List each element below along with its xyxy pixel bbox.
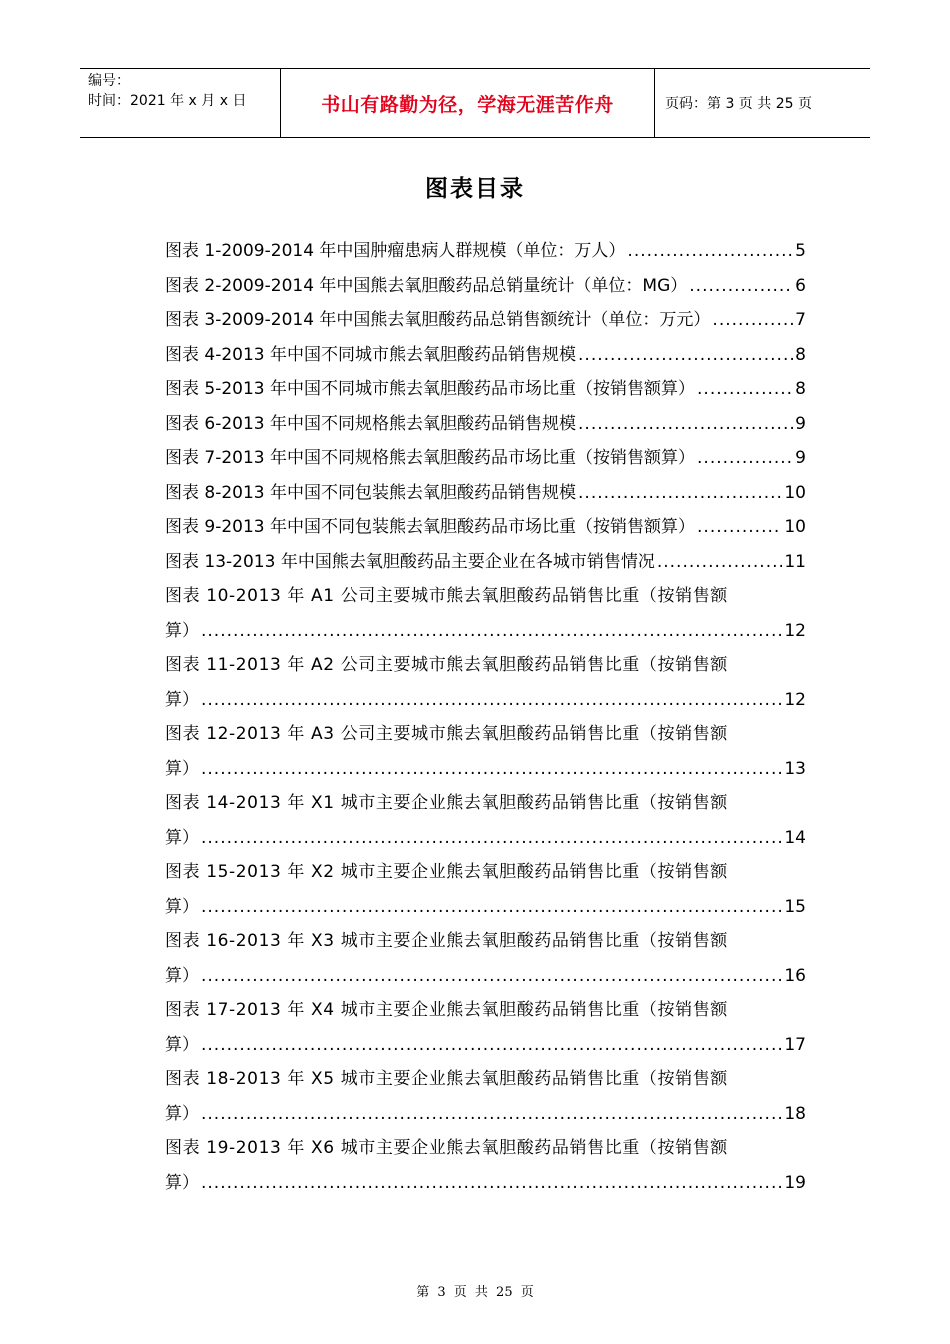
toc-entry-page: 8 <box>795 344 806 365</box>
toc-entry-title: 图表 3-2009-2014 年中国熊去氧胆酸药品总销售额统计（单位：万元） <box>165 310 711 330</box>
dot-leader <box>697 510 782 545</box>
dot-leader <box>201 614 782 649</box>
toc-entry-page: 10 <box>784 482 806 503</box>
dot-leader <box>201 752 782 787</box>
toc-entry-page: 11 <box>784 551 806 572</box>
dot-leader <box>578 476 782 511</box>
dot-leader <box>697 441 793 476</box>
table-of-figures <box>165 234 806 1200</box>
dot-leader <box>627 234 793 269</box>
toc-entry[interactable] <box>165 441 806 476</box>
toc-entry-page: 12 <box>784 620 806 641</box>
toc-entry-title: 图表 1-2009-2014 年中国肿瘤患病人群规模（单位：万人） <box>165 241 626 261</box>
toc-entry[interactable] <box>165 924 806 993</box>
toc-entry-page: 16 <box>784 965 806 986</box>
toc-entry-title: 算） <box>165 896 199 917</box>
toc-entry-title: 图表 13-2013 年中国熊去氧胆酸药品主要企业在各城市销售情况 <box>165 551 655 572</box>
toc-entry-page: 19 <box>784 1172 806 1193</box>
header-motto: 书山有路勤为径，学海无涯苦作舟 <box>280 69 655 137</box>
toc-entry[interactable] <box>165 545 806 580</box>
number-label: 编号： <box>88 73 130 89</box>
toc-entry-title: 图表 5-2013 年中国不同城市熊去氧胆酸药品市场比重（按销售额算） <box>165 379 696 399</box>
toc-entry-title: 图表 10-2013 年 A1 公司主要城市熊去氧胆酸药品销售比重（按销售额 <box>165 586 728 606</box>
toc-entry-page: 7 <box>795 310 806 330</box>
toc-entry-page: 5 <box>795 241 806 261</box>
toc-entry-page: 10 <box>784 517 806 537</box>
toc-entry-title: 算） <box>165 689 199 710</box>
toc-entry[interactable] <box>165 1131 806 1200</box>
toc-entry[interactable] <box>165 717 806 786</box>
dot-leader <box>201 890 782 925</box>
dot-leader <box>712 303 793 338</box>
toc-entry-page: 18 <box>784 1103 806 1124</box>
dot-leader <box>689 269 793 304</box>
toc-entry-title: 图表 17-2013 年 X4 城市主要企业熊去氧胆酸药品销售比重（按销售额 <box>165 1000 728 1020</box>
toc-entry-title: 算） <box>165 965 199 986</box>
page-title: 图表目录 <box>425 176 525 202</box>
toc-entry-page: 6 <box>795 275 806 296</box>
toc-entry-title: 算） <box>165 1034 199 1055</box>
header-page-info: 页码：第 3 页 共 25 页 <box>665 96 812 112</box>
dot-leader <box>657 545 783 580</box>
toc-entry-title: 算） <box>165 827 199 848</box>
dot-leader <box>578 407 793 442</box>
toc-entry-title: 图表 2-2009-2014 年中国熊去氧胆酸药品总销量统计（单位：MG） <box>165 275 688 296</box>
dot-leader <box>201 683 782 718</box>
toc-entry-page: 9 <box>795 448 806 468</box>
toc-entry[interactable] <box>165 234 806 269</box>
toc-entry-page: 13 <box>784 758 806 779</box>
dot-leader <box>578 338 793 373</box>
toc-entry-title: 图表 4-2013 年中国不同城市熊去氧胆酸药品销售规模 <box>165 344 577 365</box>
dot-leader <box>201 1097 782 1132</box>
toc-entry-title: 算） <box>165 1103 199 1124</box>
toc-entry-page: 9 <box>795 413 806 434</box>
dot-leader <box>697 372 793 407</box>
toc-entry[interactable] <box>165 476 806 511</box>
toc-entry-page: 17 <box>784 1034 806 1055</box>
toc-entry-title: 算） <box>165 620 199 641</box>
dot-leader <box>201 1166 782 1201</box>
toc-entry-page: 12 <box>784 689 806 710</box>
toc-entry[interactable] <box>165 993 806 1062</box>
toc-entry-page: 8 <box>795 379 806 399</box>
toc-entry-page: 14 <box>784 827 806 848</box>
toc-entry[interactable] <box>165 648 806 717</box>
toc-entry-title: 图表 11-2013 年 A2 公司主要城市熊去氧胆酸药品销售比重（按销售额 <box>165 655 728 675</box>
toc-entry-title: 图表 16-2013 年 X3 城市主要企业熊去氧胆酸药品销售比重（按销售额 <box>165 931 728 951</box>
toc-entry-title: 图表 12-2013 年 A3 公司主要城市熊去氧胆酸药品销售比重（按销售额 <box>165 724 728 744</box>
page-header <box>80 68 870 138</box>
toc-entry-title: 图表 7-2013 年中国不同规格熊去氧胆酸药品市场比重（按销售额算） <box>165 448 696 468</box>
dot-leader <box>201 1028 782 1063</box>
toc-entry[interactable] <box>165 338 806 373</box>
page-footer: 第 3 页 共 25 页 <box>416 1285 534 1300</box>
toc-entry[interactable] <box>165 269 806 304</box>
toc-entry-title: 图表 15-2013 年 X2 城市主要企业熊去氧胆酸药品销售比重（按销售额 <box>165 862 728 882</box>
dot-leader <box>201 821 782 856</box>
toc-entry[interactable] <box>165 303 806 338</box>
toc-entry-title: 图表 14-2013 年 X1 城市主要企业熊去氧胆酸药品销售比重（按销售额 <box>165 793 728 813</box>
date-label: 时间：2021 年 x 月 x 日 <box>88 93 247 109</box>
toc-entry[interactable] <box>165 407 806 442</box>
dot-leader <box>201 959 782 994</box>
toc-entry[interactable] <box>165 786 806 855</box>
toc-entry-title: 图表 9-2013 年中国不同包装熊去氧胆酸药品市场比重（按销售额算） <box>165 517 696 537</box>
toc-entry[interactable] <box>165 372 806 407</box>
toc-entry-title: 图表 19-2013 年 X6 城市主要企业熊去氧胆酸药品销售比重（按销售额 <box>165 1138 728 1158</box>
toc-entry-title: 图表 18-2013 年 X5 城市主要企业熊去氧胆酸药品销售比重（按销售额 <box>165 1069 728 1089</box>
toc-entry-title: 图表 6-2013 年中国不同规格熊去氧胆酸药品销售规模 <box>165 413 577 434</box>
toc-entry-title: 图表 8-2013 年中国不同包装熊去氧胆酸药品销售规模 <box>165 482 577 503</box>
toc-entry-title: 算） <box>165 758 199 779</box>
header-meta <box>80 69 280 137</box>
toc-entry[interactable] <box>165 855 806 924</box>
toc-entry-title: 算） <box>165 1172 199 1193</box>
toc-entry[interactable] <box>165 1062 806 1131</box>
toc-entry-page: 15 <box>784 896 806 917</box>
toc-entry[interactable] <box>165 510 806 545</box>
toc-entry[interactable] <box>165 579 806 648</box>
